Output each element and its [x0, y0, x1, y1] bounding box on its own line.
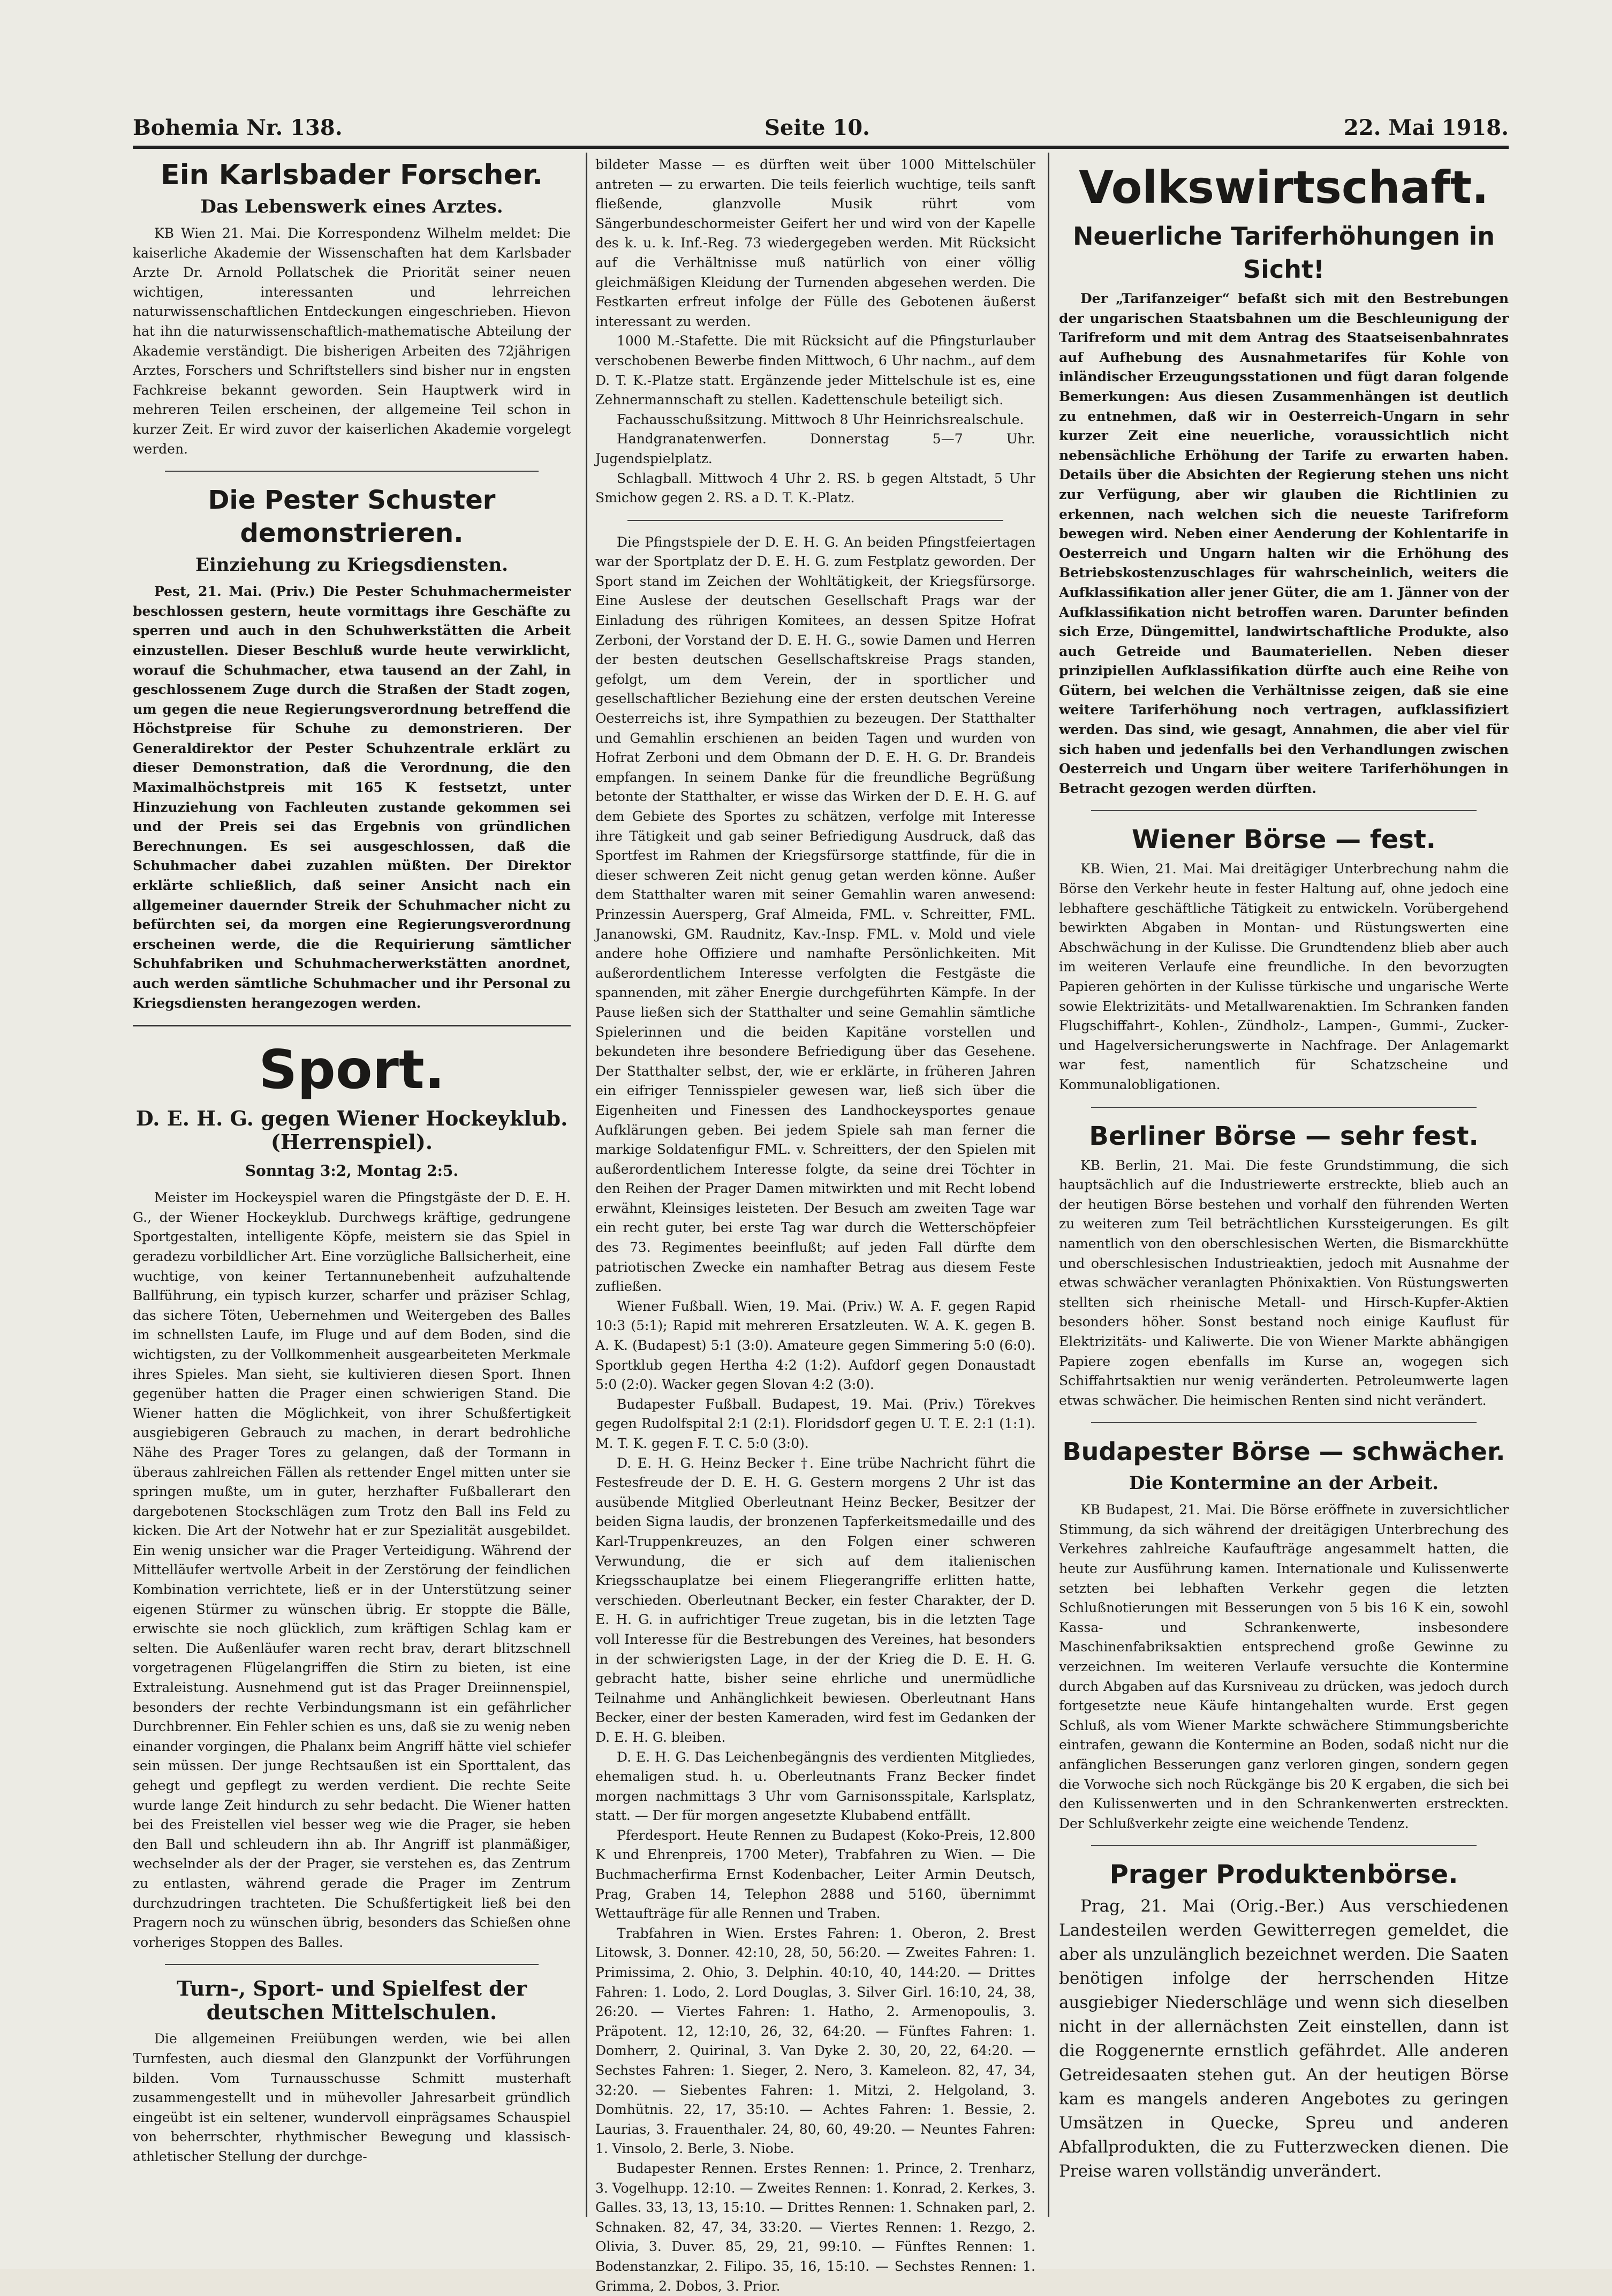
article-body-wiener-fussball: Wiener Fußball. Wien, 19. Mai. (Priv.) W. A. F. gegen Rapid 10:3 (5:1); Rapid mit mehreren Ersatzleuten. W. A. K. gegen B. A. K. (Budapest) 5:1 (3:0). Amateure gegen Simmering 5:0 (6:0). Sportklub gegen Hertha 4:2 (1:2). Aufdorf gegen Donaustadt 5:0 (2:0). Wacker gegen Slovan 4:2 (3:0).: [595, 1298, 1035, 1393]
article-subtitle-budapester-boerse: Die Kontermine an der Arbeit.: [1129, 1472, 1439, 1494]
column-1: [133, 155, 571, 2167]
article-body-heinz-becker: D. E. H. G. Heinz Becker †. Eine trübe Nachricht führt die Festesfreude der D. E. H. G. Gestern morgens 2 Uhr ist das ausübende Mitglied Oberleutnant Heinz Becker, Besitzer der beiden Signa laudis, der bronzenen Tapferkeitsmedaille und des Karl-Truppenkreuzes, an den Folgen einer schweren Verwundung, die er sich auf dem italienischen Kriegsschauplatze bei einem Fliegerangriffe erlitten hatte, verschieden. Oberleutnant Becker, ein fester Charakter, der D. E. H. G. in aufrichtiger Treue zugetan, bis in die letzten Tage voll Interesse für die Bestrebungen des Vereines, hat besonders in der schwierigsten Lage, in der der Krieg die D. E. H. G. gebracht hatte, bisher seine ehrliche und unermüdliche Teilnahme und Anhänglichkeit bewiesen. Oberleutnant Hans Becker, einer der besten Kameraden, wird fest im Gedanken der D. E. H. G. bleiben.: [595, 1455, 1035, 1745]
article-body-pferdesport: Pferdesport. Heute Rennen zu Budapest (Koko-Preis, 12.800 K und Ehrenpreis, 1700 Meter), Trabfahren zu Wien. — Die Buchmacherfirma Ernst Kodenbacher, Leiter Armin Deutsch, Prag, Graben 14, Telephon 2888 und 5160, übernimmt Wettaufträge für alle Rennen und Traben.: [595, 1827, 1035, 1922]
header-page-number: Seite 10.: [765, 115, 870, 140]
article-body-pfingstspiele: Die Pfingstspiele der D. E. H. G. An beiden Pfingstfeiertagen war der Sportplatz der D. E. H. G. zum Festplatz geworden. Der Sport stand im Zeichen der Wohltätigkeit, der Kriegsfürsorge. Eine Auslese der deutschen Gesellschaft Prags war der Einladung des rührigen Komitees, an dessen Spitze Hofrat Zerboni, der Vorstand der D. E. H. G., sowie Damen und Herren der besten deutschen Gesellschaftskreise Prags standen, gefolgt, um dem Verein, der in sportlicher und gesellschaftlicher Beziehung eine der ersten deutschen Vereine Oesterreichs ist, ihre Sympathien zu bezeugen. Der Statthalter und Gemahlin erschienen an beiden Tagen und wurden von Hofrat Zerboni und dem Obmann der D. E. H. G. Dr. Brandeis empfangen. In seinem Danke für die freundliche Begrüßung betonte der Statthalter, er wisse das Wirken der D. E. H. G. auf dem Gebiete des Sportes zu schätzen, verfolge mit Interesse ihre Tätigkeit und gab seiner Befriedigung Ausdruck, daß das Sportfest im Rahmen der Kriegsfürsorge stattfinde, für die in dieser schweren Zeit nicht genug getan werden könne. Außer dem Statthalter waren mit seiner Gemahlin waren anwesend: Prinzessin Auersperg, Graf Almeida, FML. v. Schreitter, FML. Jananowski, GM. Raudnitz, Kav.-Insp. FML. v. Mold und viele andere hohe Offiziere und namhafte Persönlichkeiten. Mit außerordentlichem Interesse verfolgten die Festgäste die spannenden, mit zäher Energie durchgeführten Kämpfe. In der Pause ließen sich der Statthalter und seine Gemahlin sämtliche Spielerinnen und die beiden Kapitäne vorstellen und bekundeten ihre besondere Befriedigung über das Gesehene. Der Statthalter selbst, der, wie er erklärte, in früheren Jahren ein eifriger Tennisspieler gewesen war, ließ sich über die Eigenheiten und Finessen des Landhockeysportes genaue Aufklärungen geben. Bei jedem Spiele sah man ferner die markige Soldatenfigur FML. v. Schreitters, der den Spielen mit außerordentlichem Interesse folgte, da seine drei Töchter in den Reihen der Prager Damen mitwirkten und mit Recht lobend erwähnt, Kleinsiges leisteten. Der Besuch am zweiten Tage war ein recht guter, bei erste Tag war durch die Wetterschöpfeier des 73. Regimentes beeinflußt; auf jeden Fall dürfte dem patriotischen Zwecke ein namhafter Betrag aus diesem Feste zufließen.: [595, 534, 1035, 1295]
article-body-hockey: Meister im Hockeyspiel waren die Pfingstgäste der D. E. H. G., der Wiener Hockeyklub. Durchwegs kräftige, gedrungene Sportgestalten, intelligente Köpfe, meistern sie das Spiel in geradezu vorbildlicher Art. Eine vorzügliche Ballsicherheit, eine wuchtige, von keiner Tertannunebenheit aufzuhaltende Ballführung, ein typisch kurzer, scharfer und präziser Schlag, das sichere Töten, Uebernehmen und Weitergeben des Balles im schnellsten Laufe, im Fluge und auf dem Boden, sind die wichtigsten, zu der Vollkommenheit ausgearbeiteten Merkmale ihres Spieles. Man sieht, sie kultivieren diesen Sport. Ihnen gegenüber hatten die Prager einen schwierigen Stand. Die Wiener hatten die Möglichkeit, von ihrer Schußfertigkeit ausgiebigeren Gebrauch zu machen, in derart bedrohliche Nähe des Prager Tores zu gelangen, daß der Tormann in überaus zahlreichen Fällen als rettender Engel mitten unter sie springen mußte, um in guter, herzhafter Fußballerart den dargebotenen Stockschlägen zum Trotz den Ball ins Feld zu kicken. Die Art der Notwehr hat er zur Spezialität ausgebildet. Ein wenig unsicher war die Prager Verteidigung. Während der Mittelläufer wertvolle Arbeit in der Zerstörung der feindlichen Kombination verrichtete, ließ er in der Unterstützung seiner eigenen Stürmer zu wünschen übrig. Er stoppte die Bälle, erwischte sie noch glücklich, zum kräftigen Schlag kam er selten. Die Außenläufer waren recht brav, derart blitzschnell vorgetragenen Flügelangriffen die Stirn zu bieten, ist eine Extraleistung. Ausnehmend gut ist das Prager Dreiinnenspiel, besonders der rechte Verbindungsmann ist ein gefährlicher Durchbrenner. Ein Fehler schien es uns, daß sie zu wenig neben einander vorgingen, die Phalanx beim Angriff hätte viel schiefer sein müssen. Der junge Rechtsaußen ist ein Sporttalent, das gehegt und gepflegt zu werden verdient. Die rechte Seite wurde lange Zeit hindurch zu sehr bedacht. Die Wiener hatten bei des Freistellen viel besser weg wie die Prager, sie heben den Ball und schleudern ihn ab. Ihr Angriff ist planmäßiger, wechselnder als der der Prager, sie verstehen es, das Zentrum zu entlasten, während gerade die Prager im Zentrum durchzudringen trachteten. Die Schußfertigkeit ließ bei den Pragern noch zu wünschen übrig, besonders das Schießen ohne vorheriges Stoppen des Balles.: [133, 1190, 571, 1950]
page-header: [133, 110, 1509, 147]
article-title-budapester-boerse: Budapester Börse — schwächer.: [1062, 1437, 1505, 1467]
article-body-karlsbader-forscher: KB Wien 21. Mai. Die Korrespondenz Wilhelm meldet: Die kaiserliche Akademie der Wissenschaften hat dem Karlsbader Arzte Dr. Arnold Pollatschek die Priorität seiner neuen wichtigen, interessanten und lehrreichen naturwissenschaftlichen Entdeckungen eingeschrieben. Hievon hat ihn die naturwissenschaftlich-mathematische Abteilung der Akademie verständigt. Die bisherigen Arbeiten des 72jährigen Arztes, Forschers und Schriftstellers sind bisher nur in engsten Fachkreise bekannt geworden. Sein Hauptwerk wird in mehreren Teilen erscheinen, der allgemeine Teil schon in kurzer Zeit. Er wird zuvor der kaiserlichen Akademie vorgelegt werden.: [133, 225, 571, 457]
column-rule-1: [586, 153, 587, 2217]
paragraph-turnfest-continued: bildeter Masse — es dürften weit über 1000 Mittelschüler antreten — zu erwarten. Die teils feierlich wuchtige, teils sanft fließende, glanzvolle Musik rührt vom Sängerbundeschormeister Geifert her und wird von der Kapelle des k. u. k. Inf.-Reg. 73 wiedergegeben werden. Mit Rücksicht auf die Verhältnisse muß natürlich von einer völlig gleichmäßigen Kleidung der Turnenden abgesehen werden. Die Festkarten erfreut infolge der Fülle des Gebotenen äußerst interessant zu werden.: [595, 157, 1035, 329]
article-title-karlsbader-forscher: Ein Karlsbader Forscher.: [161, 159, 543, 191]
article-body-turnfest: Die allgemeinen Freiübungen werden, wie bei allen Turnfesten, auch diesmal den Glanzpunkt der Vorführungen bilden. Vom Turnausschusse Schmitt musterhaft zusammengestellt und in mühevoller Jahresarbeit gründlich eingeübt ist ein seltener, wundervoll einprägsames Schauspiel von beherrschter, rhythmischer Bewegung und klassisch-athletischer Stellung der durchge-: [133, 2031, 571, 2164]
section-separator: [133, 1025, 571, 1026]
section-title-volkswirtschaft: Volkswirtschaft.: [1079, 161, 1489, 214]
header-date: 22. Mai 1918.: [1343, 115, 1509, 140]
article-title-tariferhoehungen: Neuerliche Tariferhöhungen in Sicht!: [1073, 222, 1495, 284]
article-body-pester-schuster: Pest, 21. Mai. (Priv.) Die Pester Schuhmachermeister beschlossen gestern, heute vormittags ihre Geschäfte zu sperren und auch in den Schuhwerkstätten die Arbeit einzustellen. Dieser Beschluß wurde heute verwirklicht, worauf die Schuhmacher, etwa tausend an der Zahl, in geschlossenem Zuge durch die Straßen der Stadt zogen, um gegen die neue Regierungsverordnung betreffend die Höchstpreise für Schuhe zu demonstrieren. Der Generaldirektor der Pester Schuhzentrale erklärt zu dieser Demonstration, daß die Verordnung, die den Maximalhöchstpreis mit 165 K festsetzt, unter Hinzuziehung von Fachleuten zustande gekommen sei und der Preis sei das Ergebnis von gründlichen Berechnungen. Es sei ausgeschlossen, daß die Schuhmacher dabei zuzahlen müßten. Der Direktor erklärte schließlich, daß seiner Ansicht nach ein allgemeiner dauernder Streik der Schuhmacher nicht zu befürchten sei, da morgen eine Regierungsverordnung erscheinen werde, die die Requirierung sämtlicher Schuhfabriken und Schuhmacherwerkstätten anordnet, auch werden sämtliche Schuhmacher und ihr Personal zu Kriegsdiensten herangezogen werden.: [133, 584, 571, 1011]
article-body-budapester-fussball: Budapester Fußball. Budapest, 19. Mai. (Priv.) Törekves gegen Rudolfspital 2:1 (2:1). Floridsdorf gegen U. T. E. 2:1 (1:1). M. T. K. gegen F. T. C. 5:0 (3:0).: [595, 1396, 1035, 1451]
column-rule-2: [1048, 153, 1049, 2217]
paragraph-stafette: 1000 M.-Stafette. Die mit Rücksicht auf die Pfingsturlauber verschobenen Bewerbe finden Mittwoch, 6 Uhr nachm., auf dem D. T. K.-Platze statt. Ergänzende jeder Mittelschule ist es, eine Zehnermannschaft zu stellen. Kadettenschule beteiligt sich.: [595, 333, 1035, 408]
article-separator: [1091, 810, 1477, 811]
section-title-sport: Sport.: [259, 1038, 445, 1101]
paragraph-handgranaten: Handgranatenwerfen. Donnerstag 5—7 Uhr. Jugendspielplatz.: [595, 431, 1035, 466]
article-title-berliner-boerse: Berliner Börse — sehr fest.: [1089, 1121, 1479, 1151]
article-separator: [165, 1964, 539, 1965]
article-title-pester-schuster: Die Pester Schuster demonstrieren.: [208, 485, 496, 549]
article-subtitle-karlsbader-forscher: Das Lebenswerk eines Arztes.: [200, 196, 503, 217]
article-separator: [627, 520, 1003, 521]
article-subtitle-hockey: Sonntag 3:2, Montag 2:5.: [245, 1162, 459, 1180]
article-separator: [1091, 1422, 1477, 1423]
article-title-hockey: D. E. H. G. gegen Wiener Hockeyklub. (Herrenspiel).: [135, 1106, 568, 1154]
article-separator: [165, 471, 539, 472]
article-title-wiener-boerse: Wiener Börse — fest.: [1131, 825, 1436, 855]
paragraph-fachausschuss: Fachausschußsitzung. Mittwoch 8 Uhr Heinrichsrealschule.: [617, 411, 1024, 427]
header-rule: [133, 146, 1509, 149]
article-body-berliner-boerse: KB. Berlin, 21. Mai. Die feste Grundstimmung, die sich hauptsächlich auf die Industriewerte erstreckte, blieb auch an der heutigen Börse bestehen und vorhalf den führenden Werten zu weiteren zum Teil beträchtlichen Kurssteigerungen. Es gilt namentlich von den oberschlesischen Werten, die Bismarckhütte und oberschlesischen Industrieaktien, jedoch mit Ausnahme der etwas schwächer veranlagten Phönixaktien. Von Rüstungswerten stellten sich rheinische Metall- und Hirsch-Kupfer-Aktien besonders höher. Sonst bestand noch einige Kauflust für Elektrizitäts- und Kaliwerte. Die von Wiener Markte abhängigen Papiere zogen ebenfalls im Kurse an, wogegen sich Schiffahrtsaktien nur wenig veränderten. Petroleumwerte lagen etwas schwächer. Die heimischen Renten sind nicht verändert.: [1059, 1157, 1509, 1408]
article-title-prager-produktenboerse: Prager Produktenbörse.: [1109, 1860, 1458, 1890]
article-body-budapester-boerse: KB Budapest, 21. Mai. Die Börse eröffnete in zuversichtlicher Stimmung, da sich während der dreitägigen Unterbrechung des Verkehres zahlreiche Kaufaufträge angesammelt hatten, die heute zur Ausführung kamen. Internationale und Kulissenwerte setzten bei lebhaften Verkehr gegen die letzten Schlußnotierungen mit Besserungen von 5 bis 16 K ein, sowohl Kassa- und Schrankenwerte, insbesondere Maschinenfabriksaktien entsprechend große Gewinne zu verzeichnen. Im weiteren Verlaufe versuchte die Kontermine durch Abgaben auf das Kursniveau zu drücken, was jedoch durch fortgesetzte neue Käufe hintangehalten wurde. Erst gegen Schluß, als vom Wiener Markte schwächere Stimmungsberichte eintrafen, gewann die Kontermine an Boden, sodaß nicht nur die anfänglichen Besserungen ganz verloren gingen, sondern gegen die Vorwoche sich noch Rückgänge bis 20 K ergaben, die sich bei den Kulissenwerten und in den Schrankenwerten erstreckten. Der Schlußverkehr zeigte eine weichende Tendenz.: [1059, 1502, 1509, 1831]
article-body-leichenbegaengnis: D. E. H. G. Das Leichenbegängnis des verdienten Mitgliedes, ehemaligen stud. h. u. Oberleutnants Franz Becker findet morgen nachmittags 3 Uhr vom Garnisonsspitale, Karlsplatz, statt. — Der für morgen angesetzte Klubabend entfällt.: [595, 1749, 1035, 1824]
article-subtitle-pester-schuster: Einziehung zu Kriegsdiensten.: [195, 554, 509, 576]
article-separator: [1091, 1107, 1477, 1108]
article-body-prager-produktenboerse: Prag, 21. Mai (Orig.-Ber.) Aus verschiedenen Landesteilen werden Gewitterregen gemeldet, die aber als unzulänglich bezeichnet werden. Die Saaten benötigen infolge der herrschenden Hitze ausgiebiger Niederschläge und wenn sich dieselben nicht in der allernächsten Zeit einstellen, dann ist die Roggenernte ernstlich gefährdet. Alle anderen Getreidesaaten stehen gut. An der heutigen Börse kam es mangels anderen Angebotes zu geringen Umsätzen in Quecke, Spreu und anderen Abfallprodukten, die zu Futterzwecken dienen. Die Preise waren vollständig unverändert.: [1059, 1897, 1509, 2181]
article-separator: [1091, 1845, 1477, 1846]
column-2: [595, 155, 1035, 2296]
header-paper-number: Bohemia Nr. 138.: [133, 115, 343, 140]
article-body-wiener-boerse: KB. Wien, 21. Mai. Mai dreitägiger Unterbrechung nahm die Börse den Verkehr heute in fester Haltung auf, ohne jedoch eine lebhaftere geschäftliche Tätigkeit zu entwickeln. Vorübergehend bewirkten Abgaben in Montan- und Rüstungswerten eine Abschwächung in der Kulisse. Die Grundtendenz blieb aber auch im weiteren Verlaufe eine freundliche. In den bevorzugten Papieren gehörten in der Kulisse türkische und ungarische Werte sowie Elektrizitäts- und Metallwarenaktien. Im Schranken fanden Flugschiffahrt-, Kohlen-, Zündholz-, Lampen-, Gummi-, Zucker- und Hagelversicherungswerte in Nachfrage. Der Anlagemarkt war fest, namentlich für Schatzscheine und Kommunalobligationen.: [1059, 861, 1509, 1092]
article-body-budapester-rennen: Budapester Rennen. Erstes Rennen: 1. Prince, 2. Trenharz, 3. Vogelhupp. 12:10. — Zweites Rennen: 1. Konrad, 2. Kerkes, 3. Galles. 33, 13, 13, 15:10. — Drittes Rennen: 1. Schnaken parl, 2. Schnaken. 82, 47, 34, 33:20. — Viertes Rennen: 1. Rezgo, 2. Olivia, 3. Duver. 85, 29, 21, 99:10. — Fünftes Rennen: 1. Bodenstanzkar, 2. Filipo. 35, 16, 15:10. — Sechstes Rennen: 1. Grimma, 2. Dobos, 3. Prior.: [595, 2160, 1035, 2294]
column-3: [1059, 155, 1509, 2184]
paragraph-schlagball: Schlagball. Mittwoch 4 Uhr 2. RS. b gegen Altstadt, 5 Uhr Smichow gegen 2. RS. a D. T. K.-Platz.: [595, 470, 1035, 506]
article-title-turnfest: Turn-, Sport- und Spielfest der deutschen Mittelschulen.: [177, 1976, 527, 2025]
article-body-tariferhoehungen: Der „Tarifanzeiger“ befaßt sich mit den Bestrebungen der ungarischen Staatsbahnen um die Beschleunigung der Tarifreform und mit dem Antrag des Staatseisenbahnrates auf Aufhebung des Ausnahmetarifes für Kohle von inländischer Erzeugungsstationen und fügt daran folgende Bemerkungen: Aus diesen Zusammenhängen ist deutlich zu entnehmen, daß wir in Oesterreich-Ungarn in sehr kurzer Zeit eine neuerliche, voraussichtlich nicht nebensächliche Erhöhung der Tarife zu erwarten haben. Details über die Absichten der Regierung stehen uns nicht zur Verfügung, aber wir glauben die Richtlinien zu erkennen, nach welchen sich die neueste Tarifreform bewegen wird. Neben einer Aenderung der Kohlentarife in Oesterreich und Ungarn halten wir die Erhöhung des Betriebskostenzuschlages für wahrscheinlich, weiters die Aufklassifikation aller jener Güter, die am 1. Jänner von der Aufklassifikation nicht betroffen waren. Darunter befinden sich Erze, Düngemittel, landwirtschaftliche Produkte, also auch Getreide und Baumateriellen. Neben dieser prinzipiellen Aufklassifikation dürfte auch eine Reihe von Gütern, bei welchen die Verhältnisse zeigen, daß sie eine weitere Tariferhöhung noch vertragen, aufklassifiziert werden. Das sind, wie gesagt, Annahmen, die aber viel für sich haben und jedenfalls bei den Verhandlungen zwischen Oesterreich und Ungarn über weitere Tariferhöhungen in Betracht gezogen werden dürften.: [1059, 291, 1509, 796]
article-body-trabfahren: Trabfahren in Wien. Erstes Fahren: 1. Oberon, 2. Brest Litowsk, 3. Donner. 42:10, 28, 50, 56:20. — Zweites Fahren: 1. Primissima, 2. Ohio, 3. Delphin. 40:10, 40, 144:20. — Drittes Fahren: 1. Lodo, 2. Lord Douglas, 3. Silver Girl. 16:10, 24, 38, 26:20. — Viertes Fahren: 1. Hatho, 2. Armenopoulis, 3. Präpotent. 12, 12:10, 26, 32, 64:20. — Fünftes Fahren: 1. Domherr, 2. Quirinal, 3. Van Dyke 2. 30, 20, 22, 64:20. — Sechstes Fahren: 1. Sieger, 2. Nero, 3. Kameleon. 82, 47, 34, 32:20. — Siebentes Fahren: 1. Mitzi, 2. Helgoland, 3. Domhütnis. 22, 17, 35:10. — Achtes Fahren: 1. Bessie, 2. Laurias, 3. Frauenthaler. 24, 80, 60, 49:20. — Neuntes Fahren: 1. Vinsolo, 2. Berle, 3. Niobe.: [595, 1925, 1035, 2157]
